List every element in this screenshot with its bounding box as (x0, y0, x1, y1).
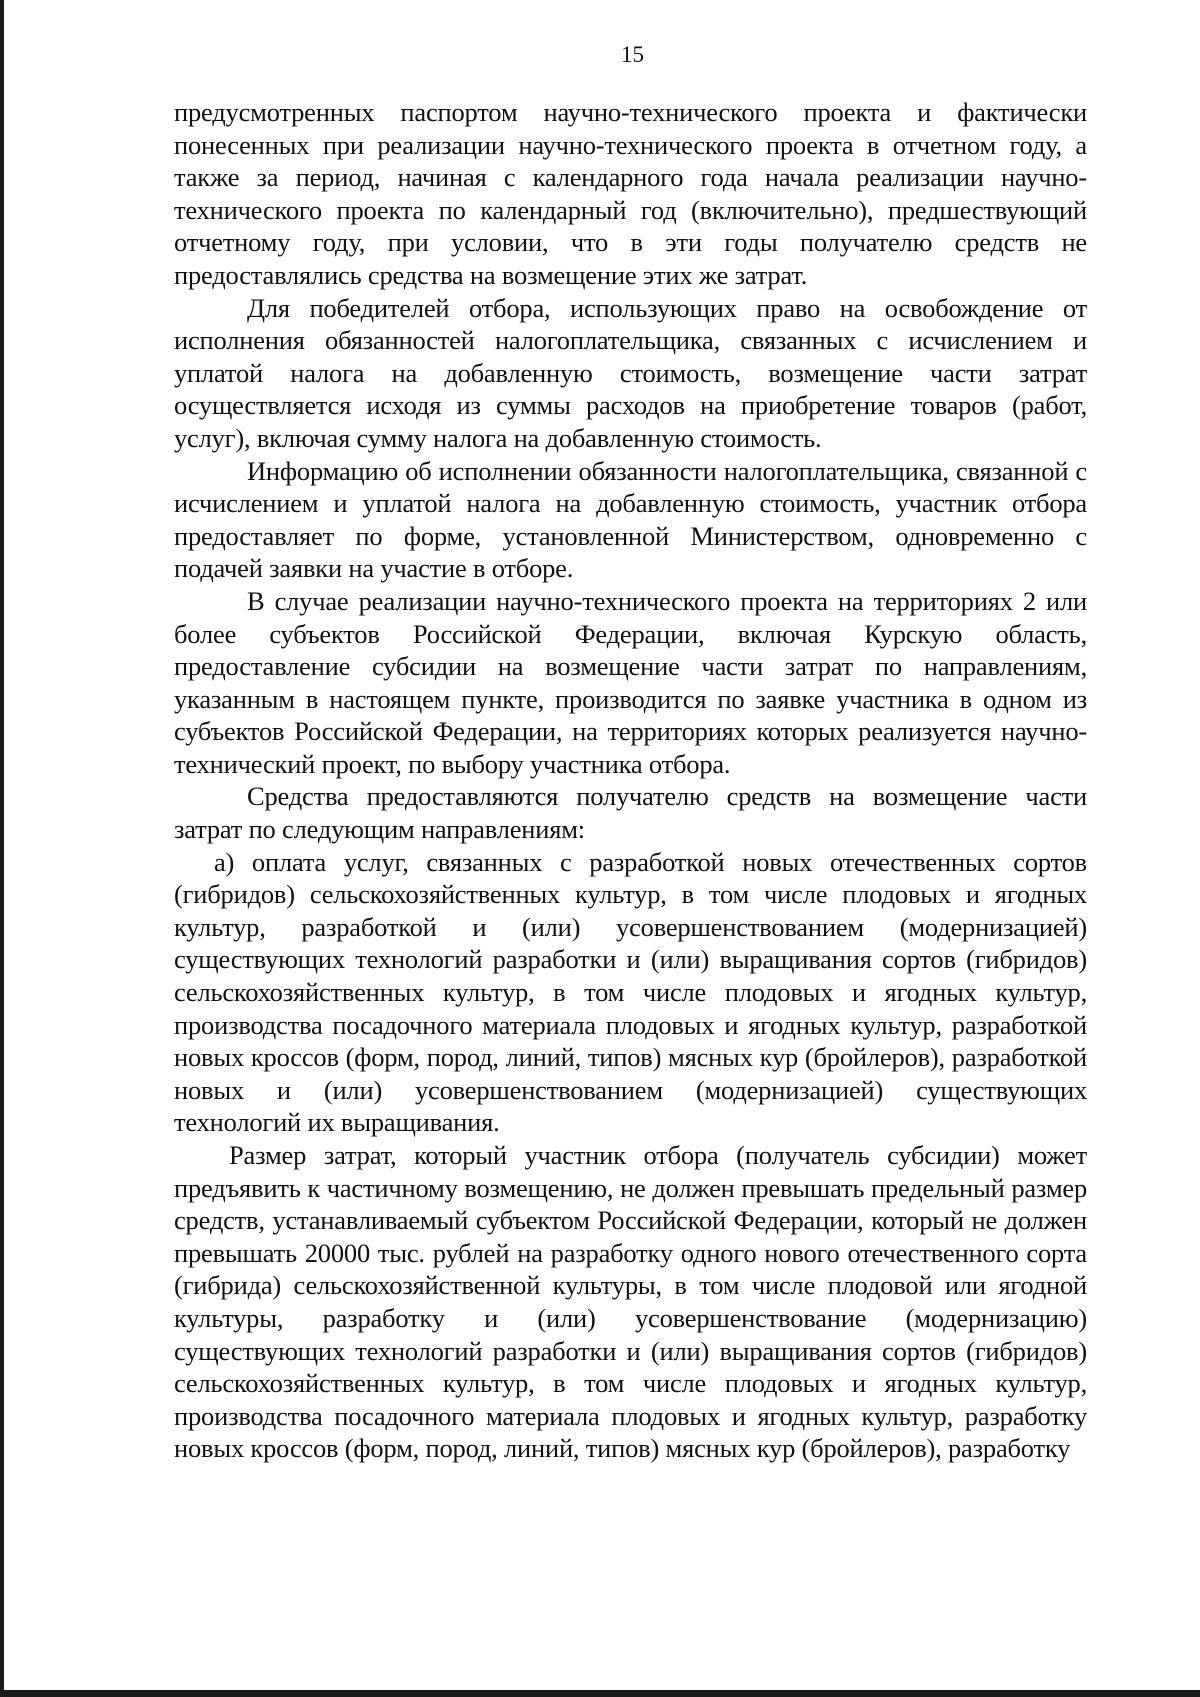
paragraph-cost-directions: Средства предоставляются получателю средств на возмещение части затрат по следующим направлениям: (174, 781, 1087, 845)
scan-edge-left (0, 0, 4, 1697)
scan-edge-bottom (0, 1690, 1200, 1697)
paragraph-tax-info: Информацию об исполнении обязанности налогоплательщика, связанной с исчислением и уплатой налога на добавленную стоимость, участник отбора предоставляет по форме, установленной Министерством, одновременно с подачей заявки на участие в отборе. (174, 455, 1087, 584)
paragraph-vat-exemption: Для победителей отбора, использующих право на освобождение от исполнения обязанностей налогоплательщика, связанных с исчислением и уплатой налога на добавленную стоимость, возмещение части затрат осуществляется исходя из суммы расходов на приобретение товаров (работ, услуг), включая сумму налога на добавленную стоимость. (174, 292, 1087, 453)
document-body (174, 96, 1087, 1465)
paragraph-item-a: а) оплата услуг, связанных с разработкой новых отечественных сортов (гибридов) сельскохозяйственных культур, в том числе плодовых и ягодных культур, разработкой и (или) усовершенствованием (модернизацией) существующих технологий разработки и (или) выращивания сортов (гибридов) сельскохозяйственных культур, в том числе плодовых и ягодных культур, производства посадочного материала плодовых и ягодных культур, разработкой новых кроссов (форм, пород, линий, типов) мясных кур (бройлеров), разработкой новых и (или) усовершенствованием (модернизацией) существующих технологий их выращивания. (174, 846, 1087, 1138)
page-number: 15 (621, 42, 644, 67)
scan-edge-right (1196, 0, 1200, 1697)
paragraph-cost-limit: Размер затрат, который участник отбора (получатель субсидии) может предъявить к частичному возмещению, не должен превышать предельный размер средств, устанавливаемый субъектом Российской Федерации, который не должен превышать 20000 тыс. рублей на разработку одного нового отечественного сорта (гибрида) сельскохозяйственной культуры, в том числе плодовой или ягодной культуры, разработку и (или) усовершенствование (модернизацию) существующих технологий разработки и (или) выращивания сортов (гибридов) сельскохозяйственных культур, в том числе плодовых и ягодных культур, производства посадочного материала плодовых и ягодных культур, разработку новых кроссов (форм, пород, линий, типов) мясных кур (бройлеров), разработку (174, 1140, 1087, 1464)
paragraph-multiple-regions: В случае реализации научно-технического проекта на территориях 2 или более субъектов Российской Федерации, включая Курскую область, предоставление субсидии на возмещение части затрат по направлениям, указанным в настоящем пункте, производится по заявке участника в одном из субъектов Российской Федерации, на территориях которых реализуется научно-технический проект, по выбору участника отбора. (174, 585, 1087, 779)
paragraph-continuation: предусмотренных паспортом научно-технического проекта и фактически понесенных при реализации научно-технического проекта в отчетном году, а также за период, начиная с календарного года начала реализации научно-технического проекта по календарный год (включительно), предшествующий отчетному году, при условии, что в эти годы получателю средств не предоставлялись средства на возмещение этих же затрат. (174, 97, 1087, 290)
